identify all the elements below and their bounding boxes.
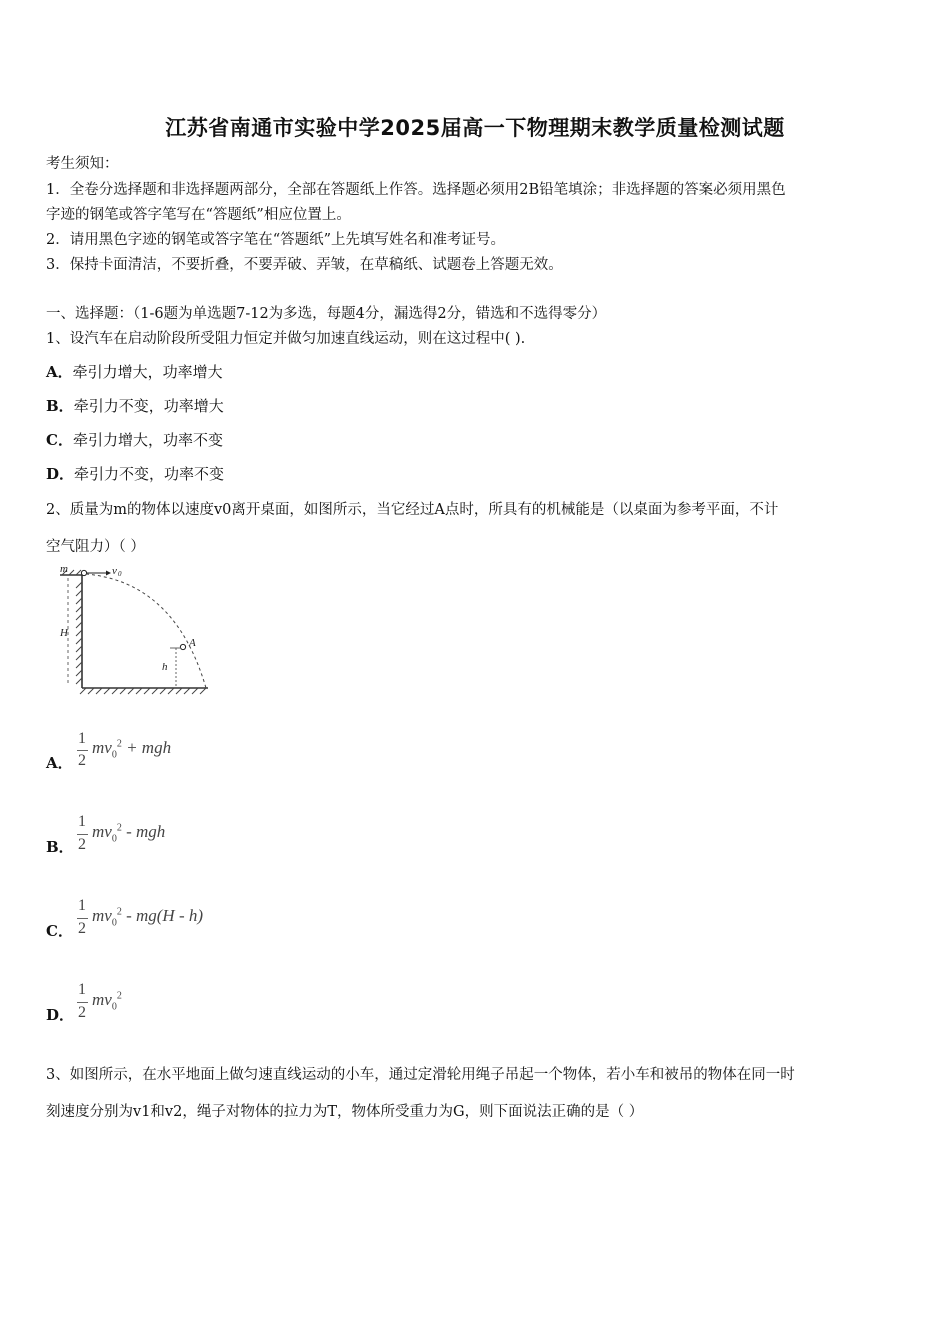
option-c-fraction-denominator: 2 [78,920,86,937]
notice-item-2: 2．请用黑色字迹的钢笔或答字笔在“答题纸”上先填写姓名和准考证号。 [46,232,506,248]
option-a-fraction-bar [77,750,88,751]
option-c-expression: $mv_0^2 - mg(H - h)$ [92,906,204,929]
question-2-option-c-label: C． [46,922,73,940]
notice-item-1-line-1: 1．全卷分选择题和非选择题两部分，全部在答题纸上作答。选择题必须用2B铅笔填涂；非选择题的答案必须用黑色 [46,182,786,198]
figure-label-v0-sub: 0 [118,570,122,578]
question-2-option-a-label: A． [46,754,73,772]
question-3-stem-line-1: 3、如图所示，在水平地面上做匀速直线运动的小车，通过定滑轮用绳子吊起一个物体，若小车和被吊的物体在同一时 [46,1067,795,1083]
option-a-expression: $mv_0^2$ + mgh [92,738,172,761]
question-2-stem-line-1: 2、质量为m的物体以速度v0离开桌面，如图所示，当它经过A点时，所具有的机械能是（以桌面为参考平面，不计 [46,502,779,518]
section-heading: 一、选择题：（1-6题为单选题7-12为多选，每题4分，漏选得2分，错选和不选得零分） [46,306,607,322]
option-c-fraction-numerator: 1 [78,897,86,914]
option-a-fraction-numerator: 1 [78,730,86,747]
option-c-fraction-bar [77,918,88,919]
question-1-stem: 1、设汽车在启动阶段所受阻力恒定并做匀加速直线运动，则在这过程中( ). [46,331,526,347]
question-2-option-d-label: D． [46,1006,75,1024]
question-2-option-b-label: B． [46,838,74,856]
notice-heading: 考生须知： [46,156,119,172]
notice-item-3: 3．保持卡面清洁，不要折叠，不要弄破、弄皱，在草稿纸、试题卷上答题无效。 [46,257,563,273]
figure-label-v0: v [112,565,117,577]
option-d-fraction-bar [77,1002,88,1003]
option-b-expression: $mv_0^2$ - mgh [92,822,166,845]
option-a-fraction-denominator: 2 [78,752,86,769]
question-1-option-d: D．牵引力不变，功率不变 [46,465,225,483]
question-1-option-a: A．牵引力增大，功率增大 [46,363,223,381]
option-b-fraction-numerator: 1 [78,813,86,830]
projectile-figure [50,562,210,697]
question-2-stem-line-2: 空气阻力）（ ） [46,539,145,555]
question-1-option-b: B．牵引力不变，功率增大 [46,397,224,415]
notice-item-1-line-2: 字迹的钢笔或答字笔写在“答题纸”相应位置上。 [46,207,351,223]
figure-label-m: m [60,563,68,575]
option-d-expression: $mv_0^2$ [92,990,122,1013]
question-1-option-c: C．牵引力增大，功率不变 [46,431,223,449]
figure-label-A: A [189,637,196,649]
question-3-stem-line-2: 刻速度分别为v1和v2，绳子对物体的拉力为T，物体所受重力为G，则下面说法正确的是（ ） [46,1104,644,1120]
figure-label-h: h [162,661,168,673]
option-d-fraction-denominator: 2 [78,1004,86,1021]
option-b-fraction-denominator: 2 [78,836,86,853]
option-d-fraction-numerator: 1 [78,981,86,998]
page-title: 江苏省南通市实验中学2025届高一下物理期末教学质量检测试题 [165,116,785,140]
option-b-fraction-bar [77,834,88,835]
figure-label-H: H [60,627,68,639]
